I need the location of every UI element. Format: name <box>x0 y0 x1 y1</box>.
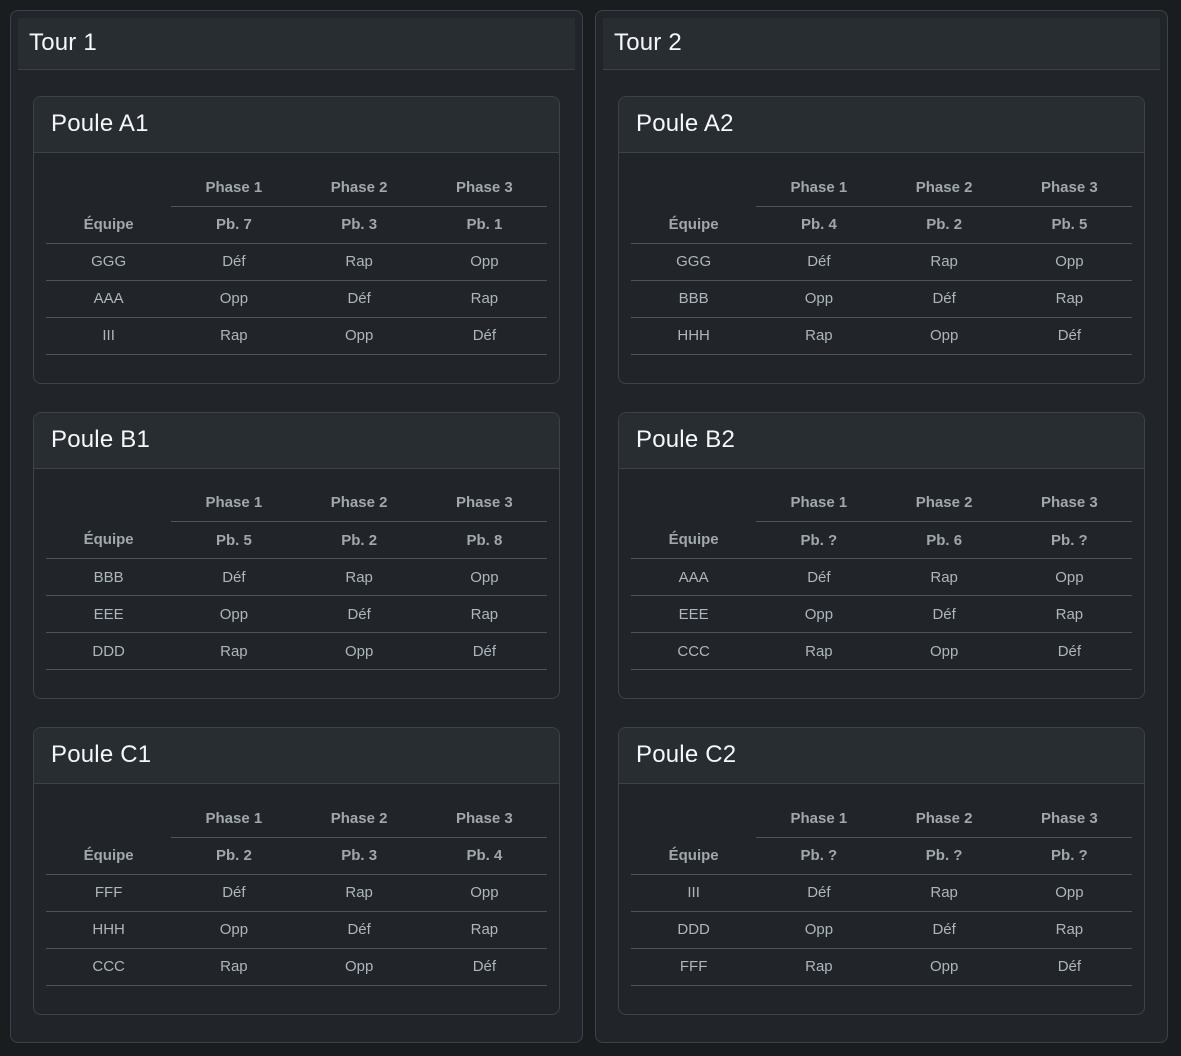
phase-header: Phase 2 <box>297 485 422 522</box>
phase-header: Phase 3 <box>1007 485 1132 522</box>
poule-body <box>619 784 1144 1014</box>
pb-header-row <box>46 522 547 559</box>
team-name: GGG <box>631 243 756 280</box>
phase-header-row <box>631 169 1132 206</box>
poule-body <box>34 784 559 1014</box>
pb-header: Pb. ? <box>882 837 1007 874</box>
poule-card <box>618 96 1145 384</box>
poule-title: Poule B2 <box>636 425 736 453</box>
corner-cell <box>46 169 171 206</box>
equipe-header: Équipe <box>46 837 171 874</box>
phase-role: Rap <box>882 243 1007 280</box>
team-name: EEE <box>631 596 756 633</box>
tour-header <box>603 18 1160 70</box>
phase-role: Rap <box>756 317 881 354</box>
phase-role: Déf <box>422 317 547 354</box>
corner-cell <box>631 800 756 837</box>
phase-role: Rap <box>171 948 296 985</box>
team-row <box>46 633 547 670</box>
phase-role: Déf <box>1007 633 1132 670</box>
phase-header: Phase 1 <box>756 169 881 206</box>
equipe-header: Équipe <box>46 522 171 559</box>
team-row <box>631 633 1132 670</box>
poule-table <box>631 800 1132 986</box>
phase-header-row <box>46 485 547 522</box>
pb-header-row <box>46 837 547 874</box>
phase-role: Opp <box>171 596 296 633</box>
tour-body <box>603 70 1160 1042</box>
team-row <box>631 559 1132 596</box>
phase-role: Rap <box>297 874 422 911</box>
team-name: HHH <box>631 317 756 354</box>
phase-role: Opp <box>171 280 296 317</box>
tour-header <box>18 18 575 70</box>
phase-header: Phase 3 <box>1007 800 1132 837</box>
phase-header: Phase 3 <box>422 800 547 837</box>
team-row <box>631 317 1132 354</box>
phase-role: Rap <box>1007 911 1132 948</box>
corner-cell <box>631 485 756 522</box>
pb-header: Pb. 3 <box>297 837 422 874</box>
phase-role: Opp <box>422 559 547 596</box>
tour-body <box>18 70 575 1042</box>
equipe-header: Équipe <box>631 837 756 874</box>
pb-header: Pb. 6 <box>882 522 1007 559</box>
phase-role: Rap <box>882 874 1007 911</box>
corner-cell <box>46 485 171 522</box>
pb-header: Pb. 5 <box>1007 206 1132 243</box>
phase-header: Phase 1 <box>756 800 881 837</box>
phase-header: Phase 2 <box>297 800 422 837</box>
pb-header: Pb. 2 <box>297 522 422 559</box>
phase-role: Déf <box>882 596 1007 633</box>
poule-table <box>631 169 1132 355</box>
poule-table-body <box>46 243 547 354</box>
team-name: CCC <box>631 633 756 670</box>
phase-header-row <box>46 800 547 837</box>
phase-role: Déf <box>171 559 296 596</box>
team-name: GGG <box>46 243 171 280</box>
phase-header-row <box>46 169 547 206</box>
phase-role: Opp <box>171 911 296 948</box>
poule-title: Poule C2 <box>636 741 737 768</box>
pb-header-row <box>631 206 1132 243</box>
pb-header: Pb. ? <box>1007 837 1132 874</box>
phase-role: Opp <box>297 317 422 354</box>
poule-table-head <box>631 169 1132 243</box>
team-row <box>46 280 547 317</box>
phase-role: Déf <box>297 596 422 633</box>
phase-role: Déf <box>422 633 547 670</box>
poule-header <box>619 413 1144 469</box>
poule-table-body <box>46 559 547 670</box>
equipe-header: Équipe <box>631 206 756 243</box>
poule-card <box>33 96 560 384</box>
phase-role: Opp <box>422 874 547 911</box>
team-row <box>46 948 547 985</box>
phase-header: Phase 3 <box>1007 169 1132 206</box>
team-name: BBB <box>631 280 756 317</box>
phase-role: Déf <box>171 874 296 911</box>
poule-title: Poule B1 <box>51 425 151 453</box>
phase-role: Déf <box>756 874 881 911</box>
team-name: FFF <box>631 948 756 985</box>
team-name: EEE <box>46 596 171 633</box>
team-row <box>631 280 1132 317</box>
phase-header: Phase 1 <box>171 485 296 522</box>
pb-header: Pb. 7 <box>171 206 296 243</box>
poule-table-head <box>46 800 547 874</box>
team-row <box>631 874 1132 911</box>
phase-role: Rap <box>1007 280 1132 317</box>
pb-header-row <box>631 837 1132 874</box>
poule-table-head <box>631 800 1132 874</box>
equipe-header: Équipe <box>46 206 171 243</box>
phase-header: Phase 3 <box>422 485 547 522</box>
poule-table-body <box>631 243 1132 354</box>
poule-table-body <box>46 874 547 985</box>
poule-card <box>618 727 1145 1015</box>
phase-header: Phase 1 <box>756 485 881 522</box>
phase-role: Déf <box>756 243 881 280</box>
poule-table <box>46 800 547 986</box>
phase-role: Opp <box>882 317 1007 354</box>
phase-role: Rap <box>297 243 422 280</box>
tour-title: Tour 1 <box>29 29 97 56</box>
phase-role: Opp <box>756 596 881 633</box>
pb-header: Pb. 5 <box>171 522 296 559</box>
phase-role: Rap <box>297 559 422 596</box>
phase-header-row <box>631 800 1132 837</box>
phase-role: Déf <box>882 280 1007 317</box>
poule-body <box>619 153 1144 383</box>
corner-cell <box>631 169 756 206</box>
equipe-header: Équipe <box>631 522 756 559</box>
phase-role: Rap <box>1007 596 1132 633</box>
pb-header: Pb. 2 <box>171 837 296 874</box>
team-name: CCC <box>46 948 171 985</box>
phase-role: Rap <box>756 948 881 985</box>
team-name: III <box>46 317 171 354</box>
poule-header <box>34 97 559 153</box>
phase-role: Déf <box>297 280 422 317</box>
poule-body <box>34 469 559 699</box>
pb-header: Pb. ? <box>1007 522 1132 559</box>
phase-role: Opp <box>297 948 422 985</box>
poule-table <box>631 485 1132 671</box>
team-row <box>46 243 547 280</box>
corner-cell <box>46 800 171 837</box>
poule-card <box>33 412 560 700</box>
poule-body <box>34 153 559 383</box>
team-row <box>631 948 1132 985</box>
phase-role: Rap <box>422 596 547 633</box>
team-name: DDD <box>631 911 756 948</box>
poule-header <box>619 97 1144 153</box>
pb-header: Pb. 4 <box>756 206 881 243</box>
tour-card <box>10 10 583 1043</box>
poule-table-head <box>46 485 547 559</box>
phase-role: Déf <box>422 948 547 985</box>
poule-title: Poule A2 <box>636 110 734 137</box>
pb-header-row <box>46 206 547 243</box>
phase-header: Phase 2 <box>882 485 1007 522</box>
poule-title: Poule C1 <box>51 741 152 768</box>
poule-table-head <box>46 169 547 243</box>
poule-table-body <box>631 874 1132 985</box>
poule-table-body <box>631 559 1132 670</box>
team-name: HHH <box>46 911 171 948</box>
poule-card <box>618 412 1145 700</box>
poule-card <box>33 727 560 1015</box>
phase-role: Opp <box>756 911 881 948</box>
phase-role: Déf <box>171 243 296 280</box>
phase-role: Rap <box>171 317 296 354</box>
pb-header: Pb. 4 <box>422 837 547 874</box>
phase-header: Phase 2 <box>882 169 1007 206</box>
phase-header-row <box>631 485 1132 522</box>
poule-header <box>34 728 559 784</box>
poule-table-head <box>631 485 1132 559</box>
team-row <box>46 596 547 633</box>
team-name: DDD <box>46 633 171 670</box>
poule-title: Poule A1 <box>51 110 149 137</box>
pb-header: Pb. 2 <box>882 206 1007 243</box>
team-row <box>631 596 1132 633</box>
phase-role: Rap <box>756 633 881 670</box>
pb-header-row <box>631 522 1132 559</box>
phase-role: Opp <box>422 243 547 280</box>
phase-role: Déf <box>1007 317 1132 354</box>
team-name: FFF <box>46 874 171 911</box>
poule-header <box>34 413 559 469</box>
phase-role: Rap <box>422 911 547 948</box>
team-row <box>46 559 547 596</box>
phase-role: Opp <box>297 633 422 670</box>
poule-table <box>46 169 547 355</box>
team-name: AAA <box>631 559 756 596</box>
team-row <box>631 243 1132 280</box>
team-row <box>46 317 547 354</box>
pb-header: Pb. 1 <box>422 206 547 243</box>
phase-role: Opp <box>756 280 881 317</box>
pb-header: Pb. ? <box>756 522 881 559</box>
phase-role: Opp <box>1007 243 1132 280</box>
phase-header: Phase 2 <box>297 169 422 206</box>
poule-table <box>46 485 547 671</box>
phase-role: Opp <box>1007 874 1132 911</box>
team-row <box>46 911 547 948</box>
tour-title: Tour 2 <box>614 29 682 56</box>
pb-header: Pb. ? <box>756 837 881 874</box>
phase-role: Déf <box>1007 948 1132 985</box>
phase-role: Opp <box>882 948 1007 985</box>
team-row <box>631 911 1132 948</box>
team-name: BBB <box>46 559 171 596</box>
phase-role: Déf <box>297 911 422 948</box>
pb-header: Pb. 3 <box>297 206 422 243</box>
poule-body <box>619 469 1144 699</box>
phase-role: Rap <box>422 280 547 317</box>
tour-card <box>595 10 1168 1043</box>
phase-role: Rap <box>882 559 1007 596</box>
phase-role: Opp <box>882 633 1007 670</box>
pb-header: Pb. 8 <box>422 522 547 559</box>
team-name: AAA <box>46 280 171 317</box>
phase-header: Phase 3 <box>422 169 547 206</box>
phase-header: Phase 1 <box>171 169 296 206</box>
phase-header: Phase 2 <box>882 800 1007 837</box>
poule-header <box>619 728 1144 784</box>
phase-header: Phase 1 <box>171 800 296 837</box>
phase-role: Opp <box>1007 559 1132 596</box>
phase-role: Rap <box>171 633 296 670</box>
phase-role: Déf <box>756 559 881 596</box>
phase-role: Déf <box>882 911 1007 948</box>
team-name: III <box>631 874 756 911</box>
team-row <box>46 874 547 911</box>
